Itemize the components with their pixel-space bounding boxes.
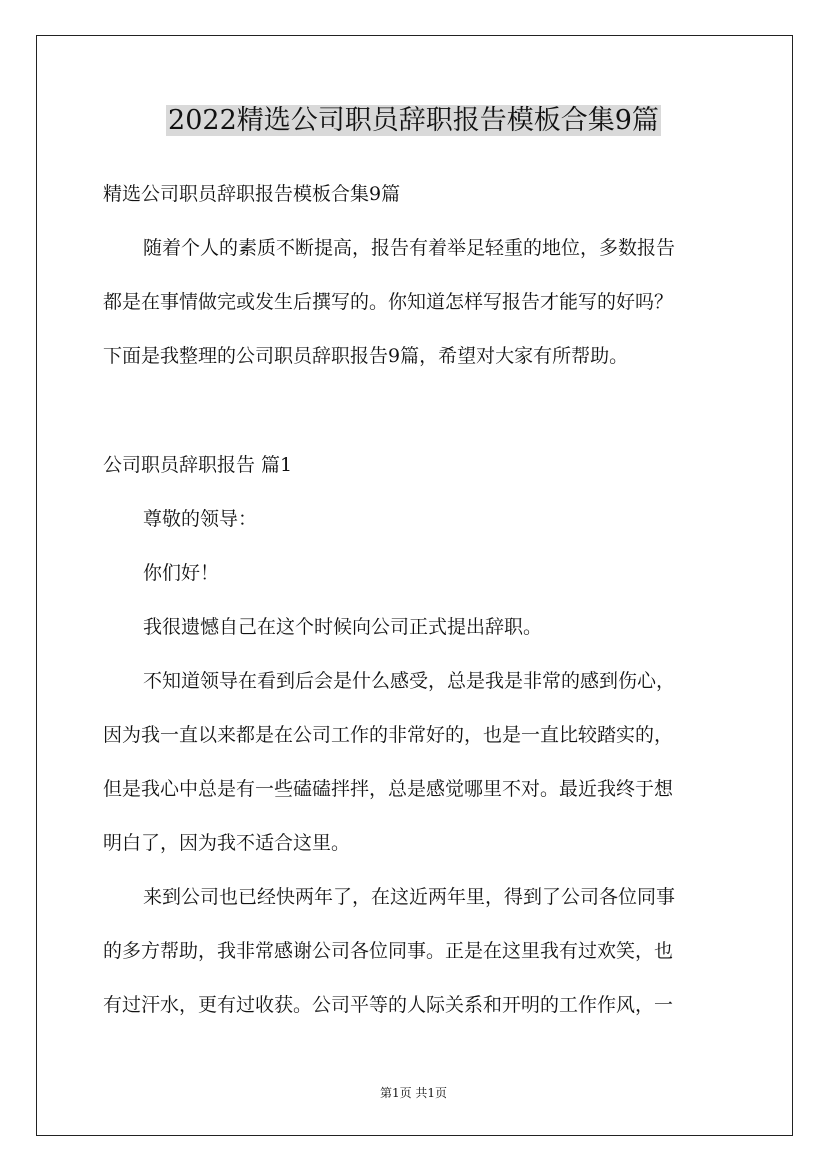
greeting-line: 你们好！ [143,562,220,584]
subtitle-line: 精选公司职员辞职报告模板合集9篇 [103,183,401,205]
paragraph-line: 有过汗水，更有过收获。公司平等的人际关系和开明的工作作风，一 [103,994,674,1016]
paragraph-line: 但是我心中总是有一些磕磕拌拌，总是感觉哪里不对。最近我终于想 [103,778,674,800]
section-heading: 公司职员辞职报告 篇1 [103,454,293,476]
paragraph-line: 因为我一直以来都是在公司工作的非常好的，也是一直比较踏实的， [103,724,674,746]
document-title-text: 2022精选公司职员辞职报告模板合集9篇 [168,105,659,136]
page-footer: 第1页 共1页 [379,1086,448,1100]
paragraph-line: 不知道领导在看到后会是什么感受，总是我是非常的感到伤心， [143,670,676,692]
paragraph-line: 明白了，因为我不适合这里。 [103,832,351,854]
paragraph-line: 来到公司也已经快两年了，在这近两年里，得到了公司各位同事 [143,886,676,908]
salutation-line: 尊敬的领导： [143,508,258,530]
paragraph-line: 随着个人的素质不断提高，报告有着举足轻重的地位，多数报告 [143,237,676,259]
paragraph-line: 下面是我整理的公司职员辞职报告9篇，希望对大家有所帮助。 [103,345,629,367]
paragraph-line: 都是在事情做完或发生后撰写的。你知道怎样写报告才能写的好吗？ [103,291,674,313]
paragraph-line: 我很遗憾自己在这个时候向公司正式提出辞职。 [143,616,543,638]
document-title [0,101,827,141]
paragraph-line: 的多方帮助，我非常感谢公司各位同事。正是在这里我有过欢笑，也 [103,940,674,962]
